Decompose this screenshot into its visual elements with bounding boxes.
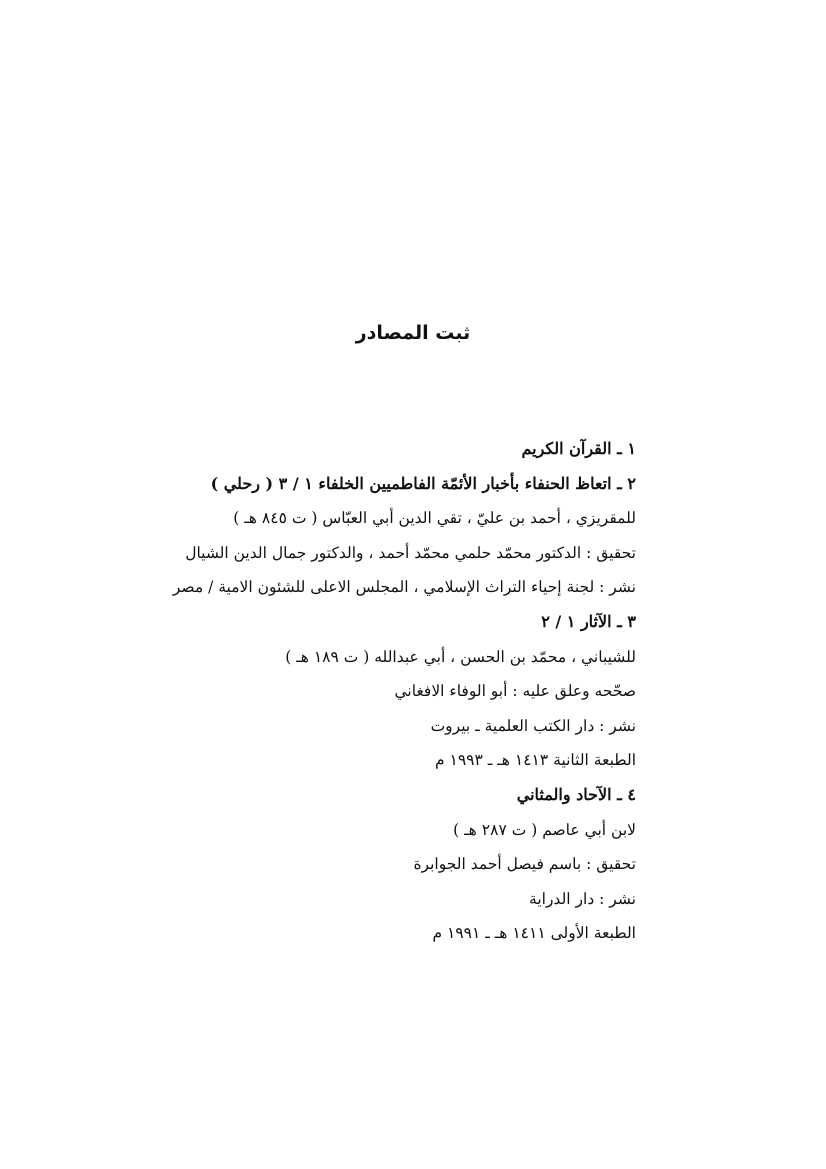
entry-3-edition: الطبعة الثانية ١٤١٣ هـ ـ ١٩٩٣ م xyxy=(435,751,636,770)
entry-3-publisher: نشر : دار الكتب العلمية ـ بيروت xyxy=(430,716,636,735)
entry-4-publisher: نشر : دار الدراية xyxy=(529,889,636,908)
entry-2-author: للمقريزي ، أحمد بن عليّ ، تقي الدين أبي العبّاس ( ت ٨٤٥ هـ ) xyxy=(233,509,636,528)
entry-3-author: للشيباني ، محمّد بن الحسن ، أبي عبدالله ( ت ١٨٩ هـ ) xyxy=(285,647,636,666)
entry-4-editor: تحقيق : باسم فيصل أحمد الجوابرة xyxy=(413,855,636,874)
entry-2-heading: ٢ ـ اتعاظ الحنفاء بأخبار الأئمّة الفاطميين الخلفاء ١ / ٣ ( رحلي ) xyxy=(210,473,636,493)
sources-list xyxy=(172,432,636,951)
entry-3-heading: ٣ ـ الآثار ١ / ٢ xyxy=(541,611,636,631)
entry-3-editor: صحّحه وعلق عليه : أبو الوفاء الافغاني xyxy=(394,682,636,701)
entry-4-heading: ٤ ـ الآحاد والمثاني xyxy=(516,784,636,804)
entry-4-edition: الطبعة الأولى ١٤١١ هـ ـ ١٩٩١ م xyxy=(432,924,636,943)
entry-1-heading: ١ ـ القرآن الكريم xyxy=(521,439,636,458)
page-title: ثبت المصادر xyxy=(355,322,471,344)
entry-4-author: لابن أبي عاصم ( ت ٢٨٧ هـ ) xyxy=(453,820,636,839)
entry-2-publisher: نشر : لجنة إحياء التراث الإسلامي ، المجلس الاعلى للشئون الامية / مصر xyxy=(172,578,636,597)
entry-2-editor: تحقيق : الدكتور محمّد حلمي محمّد أحمد ، والدكتور جمال الدين الشيال xyxy=(185,543,636,562)
